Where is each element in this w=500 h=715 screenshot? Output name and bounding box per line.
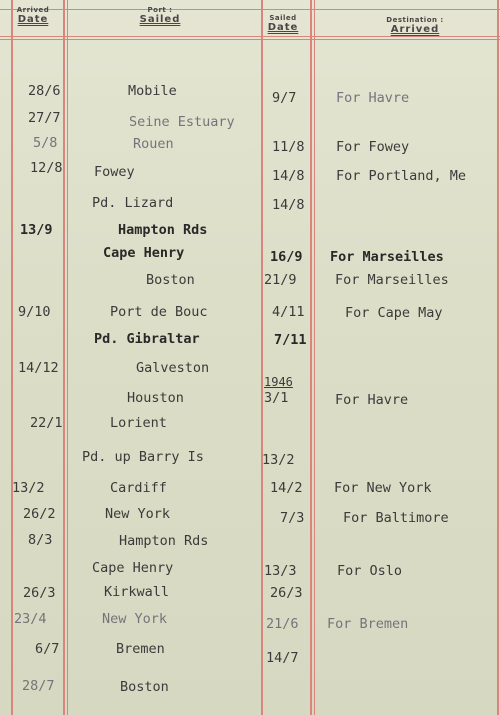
sailed-date: 14/7 bbox=[266, 650, 299, 666]
header-port-sailed bbox=[110, 6, 210, 24]
destination: For Fowey bbox=[336, 139, 410, 155]
port-name: Fowey bbox=[94, 164, 135, 180]
sailed-date: 7/11 bbox=[274, 332, 307, 348]
sailed-date: 14/8 bbox=[272, 168, 305, 184]
header-date-label: Date bbox=[17, 14, 49, 25]
arrived-date: 13/9 bbox=[20, 222, 53, 238]
header-sailed-label: Sailed bbox=[269, 14, 297, 22]
arrived-date: 5/8 bbox=[33, 135, 58, 151]
column-rule bbox=[67, 0, 68, 715]
sailed-date: 21/6 bbox=[266, 616, 299, 632]
sailed-date: 14/8 bbox=[272, 197, 305, 213]
sailed-year: 1946 bbox=[264, 375, 293, 389]
arrived-date: 6/7 bbox=[35, 641, 60, 657]
port-name: Houston bbox=[127, 390, 184, 406]
sailed-date: 14/2 bbox=[270, 480, 303, 496]
column-rule bbox=[314, 0, 315, 715]
arrived-date: 12/8 bbox=[30, 160, 63, 176]
port-name: Bremen bbox=[116, 641, 165, 657]
port-name: Lorient bbox=[110, 415, 167, 431]
port-name: New York bbox=[102, 611, 168, 627]
destination: For New York bbox=[334, 480, 432, 496]
rule-line bbox=[0, 36, 500, 37]
header-destination-arrived bbox=[350, 16, 480, 34]
destination: For Baltimore bbox=[343, 510, 449, 526]
header-arrived-label: Arrived bbox=[16, 6, 50, 14]
sailed-date: 16/9 bbox=[270, 249, 303, 265]
column-rule bbox=[11, 0, 13, 715]
sailed-date: 9/7 bbox=[272, 90, 297, 106]
port-name: Pd. up Barry Is bbox=[82, 449, 204, 465]
port-name: Boston bbox=[146, 272, 195, 288]
arrived-date: 14/12 bbox=[18, 360, 59, 376]
port-name: Pd. Gibraltar bbox=[94, 331, 200, 347]
port-name: Port de Bouc bbox=[110, 304, 208, 320]
rule-line bbox=[0, 39, 500, 40]
header-arrived-label: Arrived bbox=[390, 24, 440, 35]
arrived-date: 23/4 bbox=[14, 611, 47, 627]
port-name: Cardiff bbox=[110, 480, 167, 496]
sailed-date: 26/3 bbox=[270, 585, 303, 601]
port-name: Seine Estuary bbox=[129, 114, 235, 130]
header-sailed-label: Sailed bbox=[139, 14, 181, 25]
destination: For Havre bbox=[335, 392, 409, 408]
arrived-date: 13/2 bbox=[12, 480, 45, 496]
sailed-date: 11/8 bbox=[272, 139, 305, 155]
sailed-date: 7/3 bbox=[280, 510, 305, 526]
sailed-date: 13/2 bbox=[262, 452, 295, 468]
arrived-date: 9/10 bbox=[18, 304, 51, 320]
sailed-date: 4/11 bbox=[272, 304, 305, 320]
port-name: Mobile bbox=[128, 83, 177, 99]
destination: For Havre bbox=[336, 90, 410, 106]
sailed-date: 3/1 bbox=[264, 390, 289, 406]
port-name: Hampton Rds bbox=[118, 222, 208, 238]
header-arrived-date bbox=[8, 6, 58, 24]
destination: For Portland, Me bbox=[336, 168, 467, 184]
column-rule bbox=[261, 0, 263, 715]
rule-line bbox=[0, 9, 500, 10]
destination: For Bremen bbox=[327, 616, 409, 632]
arrived-date: 26/2 bbox=[23, 506, 56, 522]
port-name: Boston bbox=[120, 679, 169, 695]
sailed-date: 21/9 bbox=[264, 272, 297, 288]
arrived-date: 28/6 bbox=[28, 83, 61, 99]
arrived-date: 22/1 bbox=[30, 415, 63, 431]
arrived-date: 27/7 bbox=[28, 110, 61, 126]
arrived-date: 28/7 bbox=[22, 678, 55, 694]
port-name: Cape Henry bbox=[92, 560, 174, 576]
header-destination-label: Destination : bbox=[386, 16, 444, 24]
header-sailed-date bbox=[258, 14, 308, 32]
header-port-label: Port : bbox=[147, 6, 173, 14]
port-name: Cape Henry bbox=[103, 245, 185, 261]
destination: For Cape May bbox=[345, 305, 443, 321]
port-name: Rouen bbox=[133, 136, 174, 152]
destination: For Marseilles bbox=[330, 249, 444, 265]
port-name: Kirkwall bbox=[104, 584, 170, 600]
sailed-date: 13/3 bbox=[264, 563, 297, 579]
port-name: Galveston bbox=[136, 360, 210, 376]
column-rule bbox=[63, 0, 65, 715]
column-rule bbox=[497, 0, 499, 715]
arrived-date: 26/3 bbox=[23, 585, 56, 601]
header-date-label: Date bbox=[267, 22, 299, 33]
destination: For Marseilles bbox=[335, 272, 449, 288]
port-name: Hampton Rds bbox=[119, 533, 209, 549]
arrived-date: 8/3 bbox=[28, 532, 53, 548]
destination: For Oslo bbox=[337, 563, 403, 579]
column-rule bbox=[310, 0, 312, 715]
port-name: Pd. Lizard bbox=[92, 195, 174, 211]
port-name: New York bbox=[105, 506, 171, 522]
